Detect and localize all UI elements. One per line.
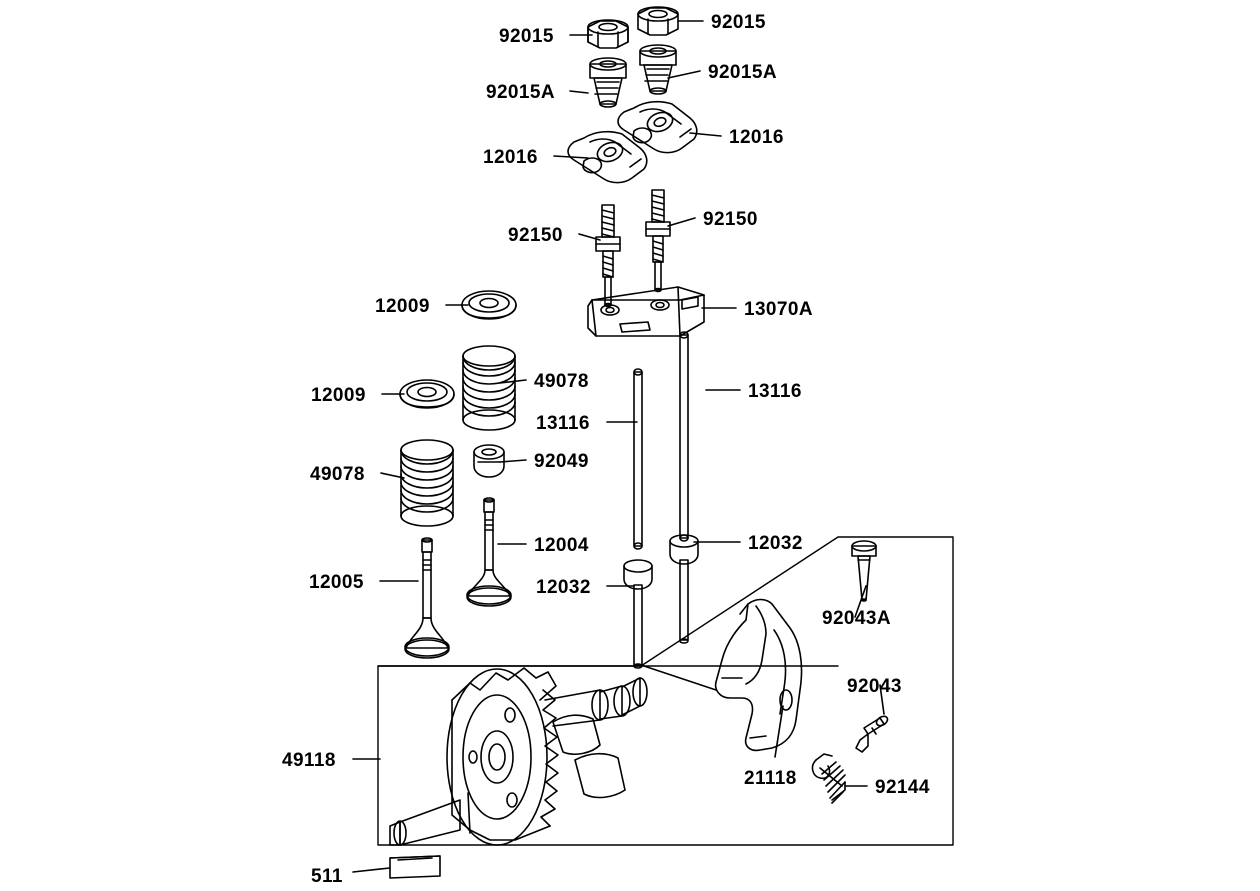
part-label-12016-left: 12016 [483, 147, 538, 168]
part-label-12032-left: 12032 [536, 577, 591, 598]
part-label-92015-left: 92015 [499, 26, 554, 47]
part-label-92043A: 92043A [822, 608, 891, 629]
part-49078-lower [401, 440, 453, 526]
part-13116-left [634, 369, 642, 549]
part-92015-right [638, 7, 678, 35]
part-12009-lower [400, 380, 454, 408]
part-12005 [405, 538, 449, 658]
part-label-49078-upper: 49078 [534, 371, 589, 392]
part-21118 [716, 600, 802, 751]
part-label-13116-right: 13116 [748, 381, 802, 402]
part-12016-right [618, 102, 697, 153]
part-92015-left [588, 20, 628, 48]
part-label-92043: 92043 [847, 676, 902, 697]
part-511 [390, 856, 440, 878]
part-label-92150-left: 92150 [508, 225, 563, 246]
part-label-92015A-left: 92015A [486, 82, 555, 103]
part-12032-right [670, 535, 698, 643]
part-92043 [856, 714, 889, 752]
part-12032-left [624, 560, 652, 668]
part-label-13070A: 13070A [744, 299, 813, 320]
part-92150-right [646, 190, 670, 292]
part-label-12016-right: 12016 [729, 127, 784, 148]
part-12004 [467, 498, 511, 606]
part-label-13116-left: 13116 [536, 413, 590, 434]
part-label-92015-right: 92015 [711, 12, 766, 33]
part-12009-upper [462, 291, 516, 319]
part-49118 [390, 668, 647, 845]
part-92015A-left [590, 58, 626, 107]
part-label-21118: 21118 [744, 768, 797, 789]
part-label-12004: 12004 [534, 535, 589, 556]
part-label-12005: 12005 [309, 572, 364, 593]
part-92049 [474, 445, 504, 477]
part-label-12009-lower: 12009 [311, 385, 366, 406]
part-label-92144: 92144 [875, 777, 930, 798]
part-label-49078-lower: 49078 [310, 464, 365, 485]
part-13116-right [680, 332, 688, 541]
part-49078-upper [463, 346, 515, 430]
part-label-49118: 49118 [282, 750, 336, 771]
leader-lines [353, 21, 884, 872]
part-label-92049: 92049 [534, 451, 589, 472]
part-label-12009-upper: 12009 [375, 296, 430, 317]
part-label-92150-right: 92150 [703, 209, 758, 230]
part-92144 [813, 754, 845, 803]
part-label-12032-right: 12032 [748, 533, 803, 554]
part-label-511: 511 [311, 866, 343, 887]
part-92015A-right [640, 45, 676, 94]
part-92150-left [596, 205, 620, 307]
part-label-92015A-right: 92015A [708, 62, 777, 83]
